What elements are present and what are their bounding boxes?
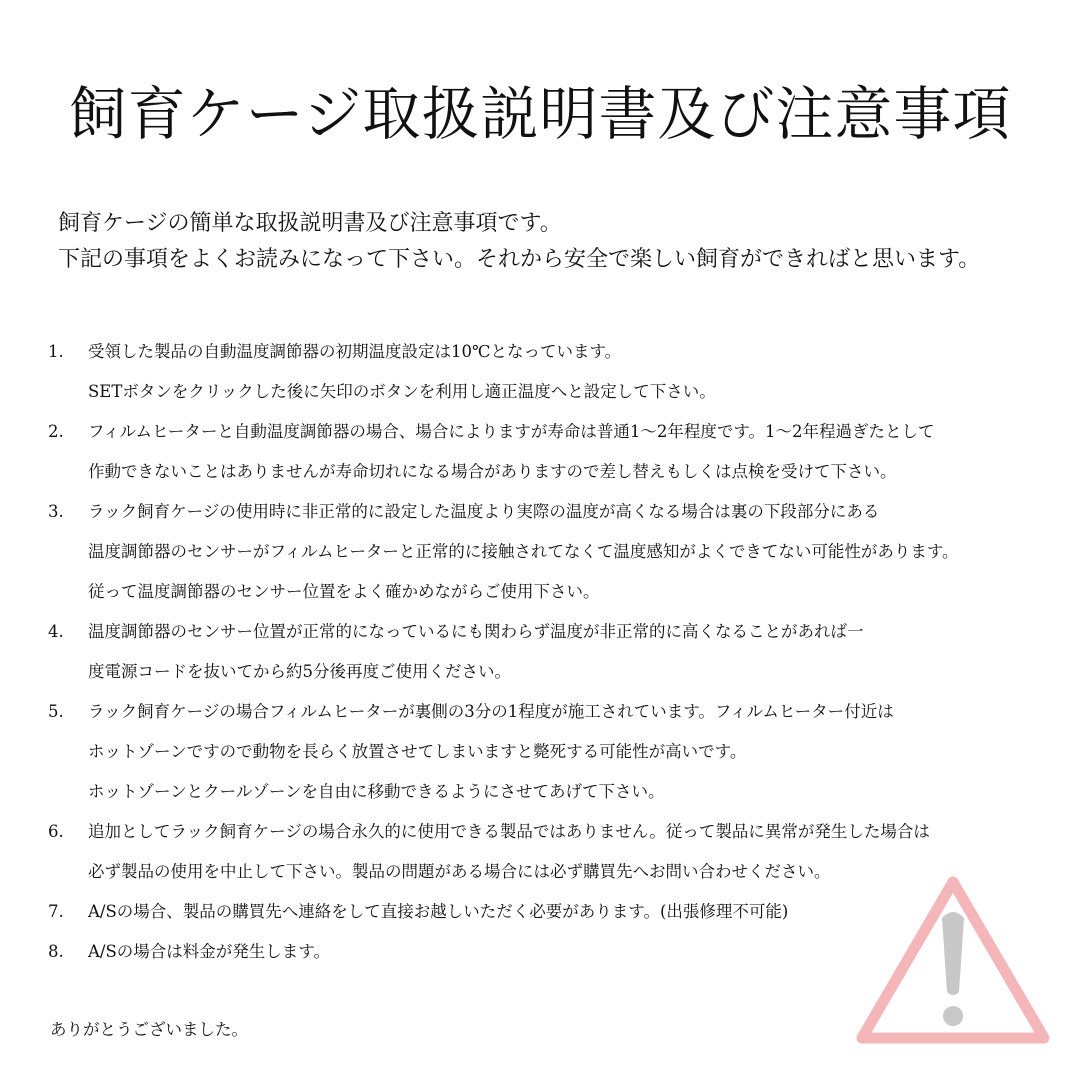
- item-number: 1.: [48, 342, 64, 361]
- item-line: 従って温度調節器のセンサー位置をよく確かめながらご使用下さい。: [88, 582, 600, 601]
- warning-triangle-icon: [848, 868, 1058, 1054]
- intro: [58, 206, 1058, 278]
- intro-line: 下記の事項をよくお読みになって下さい。それから安全で楽しい飼育ができればと思います。: [58, 247, 981, 272]
- item-line: 受領した製品の自動温度調節器の初期温度設定は10℃となっています。: [88, 342, 622, 361]
- item-number: 7.: [48, 902, 64, 921]
- intro-line: 飼育ケージの簡単な取扱説明書及び注意事項です。: [58, 211, 562, 236]
- list-item: [48, 412, 1058, 492]
- warning-exclamation-bar: [942, 912, 964, 995]
- item-line: 温度調節器のセンサー位置が正常的になっているにも関わらず温度が非正常的に高くなることがあれば一: [88, 622, 864, 641]
- item-line: 作動できないことはありませんが寿命切れになる場合がありますので差し替えもしくは点検を受けて下さい。: [88, 462, 897, 481]
- item-number: 5.: [48, 702, 64, 721]
- list-item: [48, 692, 1058, 812]
- item-line: ホットゾーンとクールゾーンを自由に移動できるようにさせてあげて下さい。: [88, 782, 665, 801]
- item-line: A/Sの場合は料金が発生します。: [88, 942, 330, 961]
- item-line: ラック飼育ケージの使用時に非正常的に設定した温度より実際の温度が高くなる場合は裏の下段部分にある: [88, 502, 880, 521]
- item-line: 温度調節器のセンサーがフィルムヒーターと正常的に接触されてなくて温度感知がよくできてない可能性があります。: [88, 542, 959, 561]
- item-line: ラック飼育ケージの場合フィルムヒーターが裏側の3分の1程度が施工されています。フィルムヒーター付近は: [88, 702, 894, 721]
- item-line: 追加としてラック飼育ケージの場合永久的に使用できる製品ではありません。従って製品に異常が発生した場合は: [88, 822, 930, 841]
- item-number: 6.: [48, 822, 64, 841]
- item-number: 4.: [48, 622, 64, 641]
- item-number: 3.: [48, 502, 64, 521]
- list-item: [48, 492, 1058, 612]
- item-line: 度電源コードを抜いてから約5分後再度ご使用ください。: [88, 662, 511, 681]
- list-item: [48, 612, 1058, 692]
- item-number: 2.: [48, 422, 64, 441]
- item-number: 8.: [48, 942, 64, 961]
- item-line: A/Sの場合、製品の購買先へ連絡をして直接お越しいただく必要があります。(出張修理不可能): [88, 902, 789, 921]
- warning-exclamation-dot: [943, 1006, 963, 1026]
- item-line: フィルムヒーターと自動温度調節器の場合、場合によりますが寿命は普通1～2年程度です。1～2年程過ぎたとして: [88, 422, 935, 441]
- item-line: SETボタンをクリックした後に矢印のボタンを利用し適正温度へと設定して下さい。: [88, 382, 716, 401]
- item-line: ホットゾーンですので動物を長らく放置させてしまいますと斃死する可能性が高いです。: [88, 742, 747, 761]
- closing-text: ありがとうございました。: [50, 1020, 248, 1039]
- item-line: 必ず製品の使用を中止して下さい。製品の問題がある場合には必ず購買先へお問い合わせください。: [88, 862, 831, 881]
- page-title: 飼育ケージ取扱説明書及び注意事項: [68, 80, 1012, 148]
- list-item: [48, 332, 1058, 412]
